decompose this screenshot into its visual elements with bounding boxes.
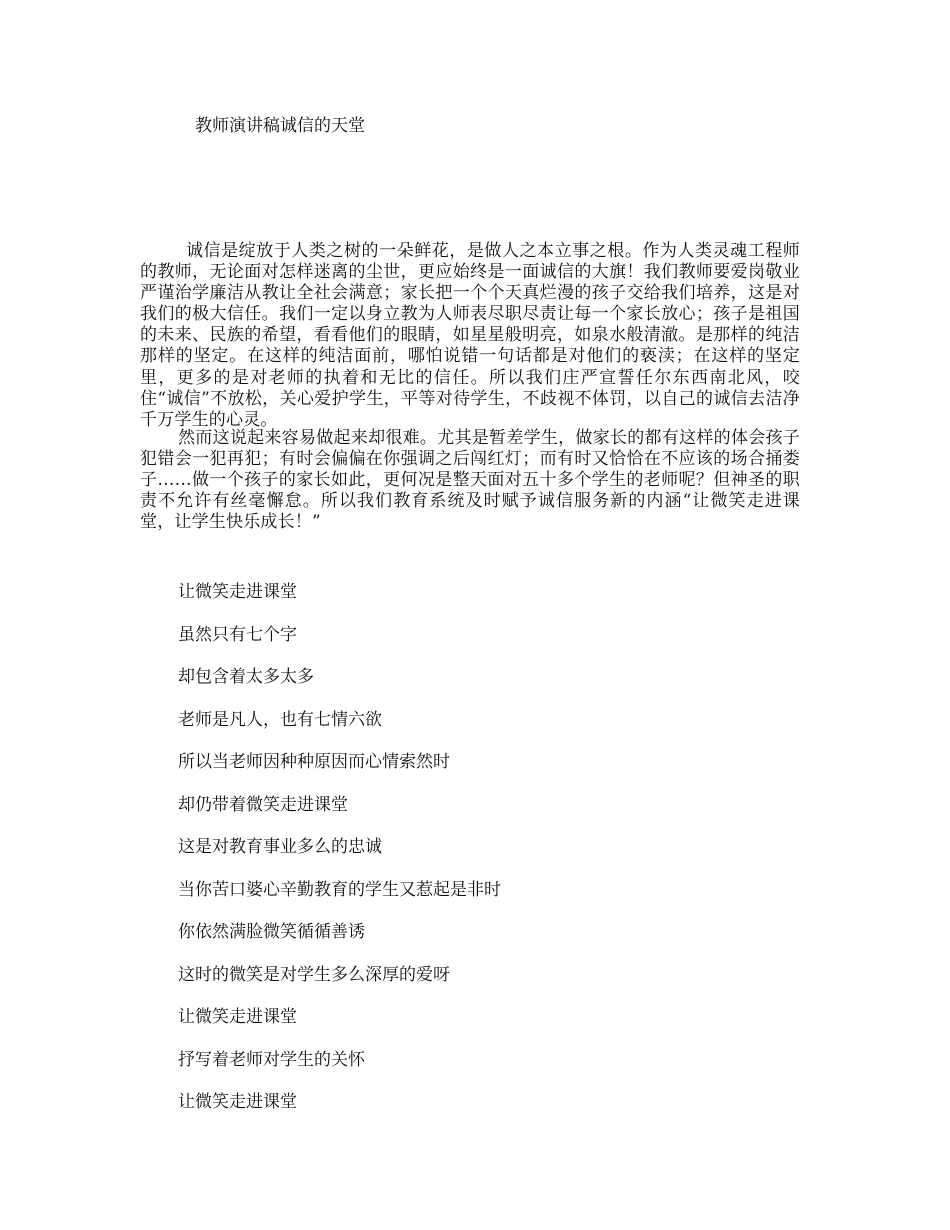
poem-line-3: 却包含着太多太多 xyxy=(178,667,314,687)
poem-line-6: 却仍带着微笑走进课堂 xyxy=(178,795,348,815)
body-paragraph-2: 然而这说起来容易做起来却很难。尤其是暂差学生，做家长的都有这样的体会孩子犯错会一犯再犯；有时会偏偏在你强调之后闯红灯；而有时又恰恰在不应该的场合捅娄子……做一个孩子的家长如此，更何况是整天面对五十多个学生的老师呢？但神圣的职责不允许有丝毫懈怠。所以我们教育系统及时赋予诚信服务新的内涵“让微笑走进课堂，让学生快乐成长！” xyxy=(140,428,800,533)
poem-line-1: 让微笑走进课堂 xyxy=(178,582,297,602)
poem-line-10: 这时的微笑是对学生多么深厚的爱呀 xyxy=(178,965,450,985)
body-paragraph-1: 诚信是绽放于人类之树的一朵鲜花，是做人之本立事之根。作为人类灵魂工程师的教师，无论面对怎样迷离的尘世，更应始终是一面诚信的大旗！我们教师要爱岗敬业严谨治学廉洁从教让全社会满意；家长把一个个天真烂漫的孩子交给我们培养，这是对我们的极大信任。我们一定以身立教为人师表尽职尽责让每一个家长放心；孩子是祖国的未来、民族的希望，看看他们的眼睛，如星星般明亮，如泉水般清澈。是那样的纯洁那样的坚定。在这样的纯洁面前，哪怕说错一句话都是对他们的亵渎；在这样的坚定里，更多的是对老师的执着和无比的信任。所以我们庄严宣誓任尔东西南北风，咬住“诚信”不放松，关心爱护学生，平等对待学生，不歧视不体罚，以自己的诚信去洁净千万学生的心灵。 xyxy=(140,241,800,430)
poem-line-9: 你依然满脸微笑循循善诱 xyxy=(178,922,365,942)
poem-line-4: 老师是凡人，也有七情六欲 xyxy=(178,710,382,730)
poem-line-11: 让微笑走进课堂 xyxy=(178,1007,297,1027)
poem-line-8: 当你苦口婆心辛勤教育的学生又惹起是非时 xyxy=(178,880,501,900)
document-title: 教师演讲稿诚信的天堂 xyxy=(195,116,365,136)
poem-line-12: 抒写着老师对学生的关怀 xyxy=(178,1050,365,1070)
poem-line-2: 虽然只有七个字 xyxy=(178,625,297,645)
poem-line-7: 这是对教育事业多么的忠诚 xyxy=(178,837,382,857)
poem-line-5: 所以当老师因种种原因而心情索然时 xyxy=(178,752,450,772)
poem-line-13: 让微笑走进课堂 xyxy=(178,1092,297,1112)
